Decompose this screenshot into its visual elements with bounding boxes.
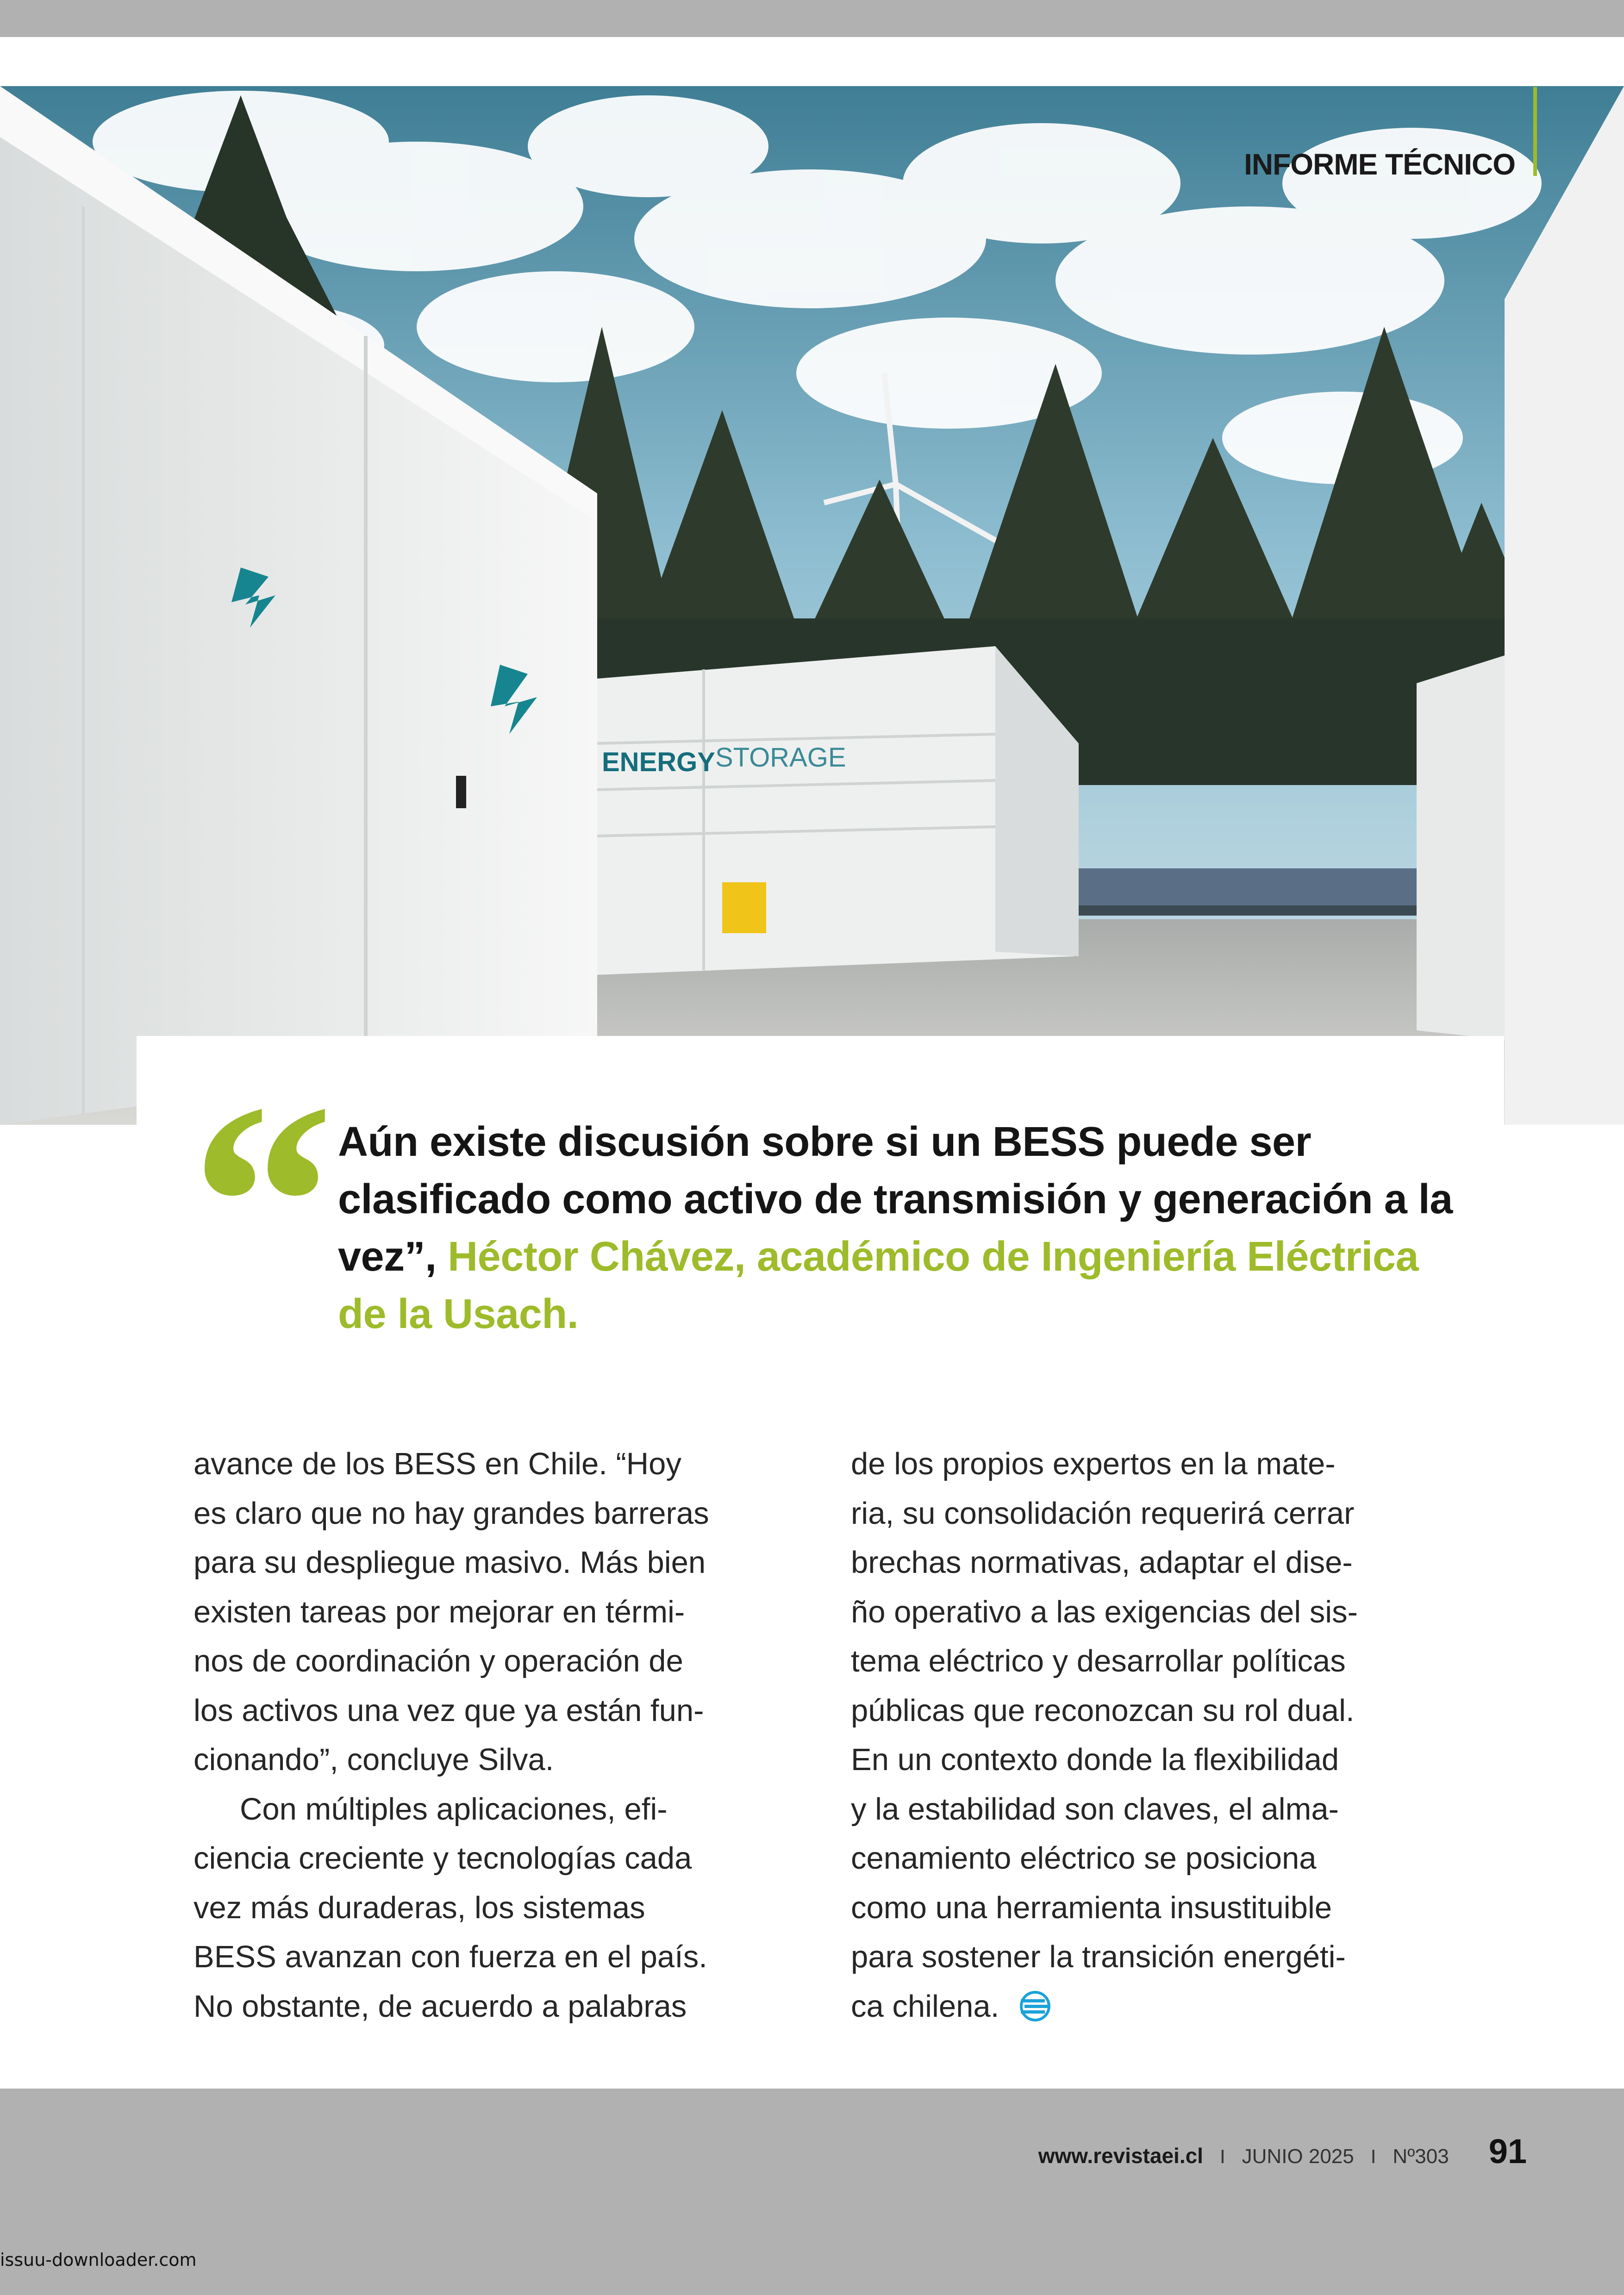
footer-date: JUNIO 2025 [1242,2145,1354,2168]
container-label-energy: ENERGY [602,747,715,777]
body-line: públicas que reconozcan su rol dual. [851,1693,1355,1728]
body-line: existen tareas por mejorar en térmi- [194,1594,685,1629]
body-line: brechas normativas, adaptar el dise- [851,1545,1353,1580]
body-line: tema eléctrico y desarrollar políticas [851,1644,1346,1678]
watermark: issuu-downloader.com [0,2250,197,2270]
body-line: los activos una vez que ya están fun- [194,1693,704,1728]
middle-container [597,646,1079,975]
footer-issue: Nº303 [1393,2145,1449,2168]
quote-mark-icon: “ [191,1060,334,1227]
body-line: y la estabilidad son claves, el alma- [851,1791,1339,1827]
section-label: INFORME TÉCNICO [1244,148,1515,181]
body-line: como una herramienta insustituible [851,1890,1332,1925]
section-rule [1533,87,1537,176]
footer-separator: I [1370,2145,1376,2167]
body-line: BESS avanzan con fuerza en el país. [194,1940,707,1974]
body-line: ciencia creciente y tecnologías cada [194,1841,692,1876]
footer-band [0,2089,1624,2295]
body-line-text: ca chilena. [851,1989,999,2024]
body-line: avance de los BESS en Chile. “Hoy [194,1447,681,1481]
footer-info [1038,2132,1527,2171]
pull-quote-text: Aún existe discusión sobre si un BESS puede ser clasificado como activo de transmisión y generación a la vez”, [338,1119,1453,1280]
body-line: ria, su consolidación requerirá cerrar [851,1496,1355,1531]
body-line: cionando”, concluye Silva. [194,1742,554,1777]
body-line: vez más duraderas, los sistemas [194,1890,645,1925]
revista-ei-end-icon [1019,1987,1051,2036]
energy-storage-photo [0,86,1624,1125]
body-column-right [851,1440,1453,2036]
footer-url[interactable]: www.revistaei.cl [1038,2144,1203,2168]
body-line: nos de coordinación y operación de [194,1644,683,1678]
body-line: cenamiento eléctrico se posiciona [851,1841,1317,1876]
footer-separator: I [1219,2145,1225,2167]
body-line: para sostener la transición energéti- [851,1940,1346,1974]
pull-quote [338,1113,1458,1343]
body-line-last [851,1982,1453,2036]
page-number: 91 [1488,2132,1527,2170]
body-line: para su despliegue masivo. Más bien [194,1545,706,1580]
pull-quote-attribution: Héctor Chávez, académico de Ingeniería Eléctrica de la Usach. [338,1234,1419,1337]
body-line: de los propios expertos en la mate- [851,1447,1336,1481]
body-line: es claro que no hay grandes barreras [194,1496,709,1531]
body-column-left [194,1440,795,2031]
container-label-storage: STORAGE [715,742,846,773]
top-band [0,0,1624,37]
body-line: No obstante, de acuerdo a palabras [194,1989,687,2024]
body-line: ño operativo a las exigencias del sis- [851,1594,1358,1629]
body-line: Con múltiples aplicaciones, efi- [240,1791,668,1827]
body-line: En un contexto donde la flexibilidad [851,1742,1339,1777]
